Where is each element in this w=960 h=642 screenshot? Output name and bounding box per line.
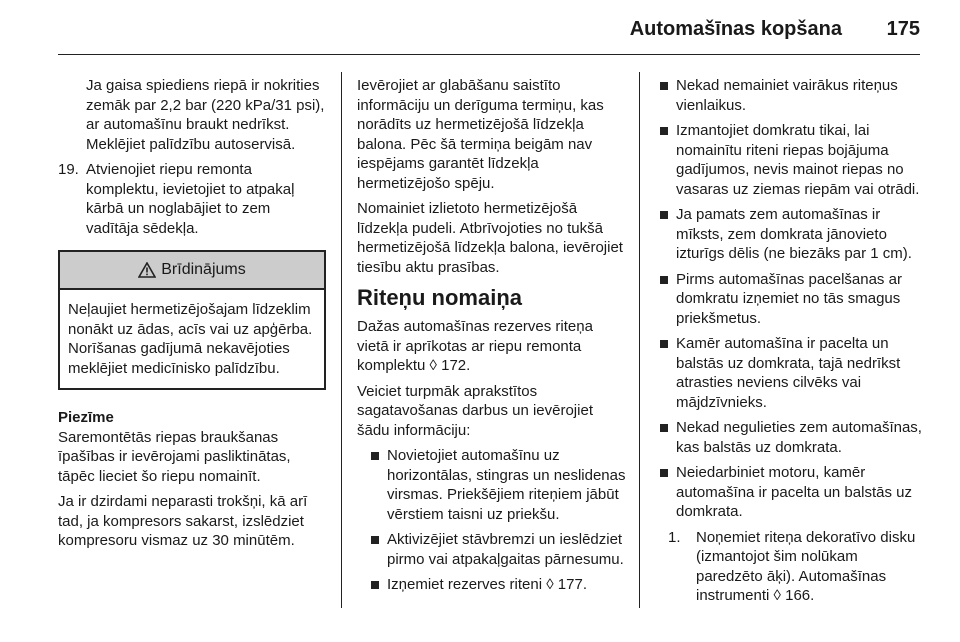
warning-triangle-icon: [138, 262, 156, 278]
paragraph: Ja gaisa spiediens riepā ir nokrities zemāk par 2,2 bar (220 kPa/31 psi), ar automašīnu braukt nedrīkst. Meklējiet palīdzību autoservisā.: [86, 77, 325, 153]
list-item-text: Izmantojiet domkratu tikai, lai nomainītu riteni riepas bojājuma gadījumos, nevis mainot riepas no vasaras uz ziemas riepām vai otrādi.: [676, 122, 920, 198]
column-3: [656, 76, 924, 612]
list-item-text: Pirms automašīnas pacelšanas ar domkratu izņemiet no tās smagus priekšmetus.: [676, 270, 902, 327]
bullet-square-icon: [656, 121, 676, 199]
bullet-square-icon: [367, 575, 387, 595]
paragraph: Ievērojiet ar glabāšanu saistīto informāciju un derīguma termiņu, kas norādīts uz hermetizējošā līdzekļa balona. Pēc šā termiņa beigām nav iespējams garantēt līdzekļa hermetizējošo spēju.: [357, 77, 604, 192]
section-title: Riteņu nomaiņa: [357, 285, 523, 310]
warning-text: Neļaujiet hermetizējošajam līdzeklim nonākt uz ādas, acīs vai uz apģērba. Norīšanas gadījumā nekavējoties meklējiet medicīnisko palīdzību.: [68, 301, 313, 377]
step-number: 1.: [668, 528, 681, 546]
list-item: [656, 121, 924, 199]
column-1: [58, 76, 326, 557]
bullet-square-icon: [656, 418, 676, 457]
column-divider: [341, 72, 342, 608]
list-item: [357, 530, 627, 569]
list-item: [656, 463, 924, 522]
column-2: [357, 76, 627, 601]
warning-title: Brīdinājums: [161, 261, 246, 279]
list-item: [656, 334, 924, 412]
bullet-square-icon: [656, 334, 676, 412]
paragraph: Dažas automašīnas rezerves riteņa vietā ir aprīkotas ar riepu remonta komplektu ◊ 172.: [357, 318, 593, 374]
list-item-text: Nekad nemainiet vairākus riteņus vienlaikus.: [676, 77, 898, 114]
note-title: Piezīme: [58, 409, 114, 426]
page-header: [0, 14, 960, 54]
list-item-text: Novietojiet automašīnu uz horizontālas, stingras un neslidenas virsmas. Priekšējiem riteņiem jābūt vērstiem taisni uz priekšu.: [387, 447, 626, 523]
page-number: 175: [886, 18, 920, 40]
list-item-text: Nekad negulieties zem automašīnas, kas balstās uz domkrata.: [676, 419, 922, 456]
warning-header: [60, 252, 324, 290]
list-item: [656, 76, 924, 115]
header-title: Automašīnas kopšana: [629, 18, 842, 40]
bullet-square-icon: [367, 530, 387, 569]
list-item: [357, 446, 627, 524]
note-paragraph: Ja ir dzirdami neparasti trokšņi, kā arī tad, ja kompresors sakarst, izslēdziet kompresoru vismaz uz 30 minūtēm.: [58, 493, 308, 549]
paragraph: Nomainiet izlietoto hermetizējošā līdzekļa pudeli. Atbrīvojoties no tukšā hermetizējošā līdzekļa balona, ievērojiet tiesību aktu prasības.: [357, 200, 623, 276]
bullet-square-icon: [656, 76, 676, 115]
list-item: [656, 418, 924, 457]
warning-box: [58, 250, 326, 390]
step-text: Atvienojiet riepu remonta komplektu, ievietojiet to atpakaļ kārbā un noglabājiet to zem vadītāja sēdekļa.: [86, 161, 295, 237]
bullet-square-icon: [656, 270, 676, 329]
list-item-text: Kamēr automašīna ir pacelta un balstās uz domkrata, tajā nedrīkst atrasties neviens cilvēks vai mājdzīvnieks.: [676, 335, 901, 411]
list-item: [656, 205, 924, 264]
bullet-square-icon: [656, 463, 676, 522]
note-paragraph: Saremontētās riepas braukšanas īpašības ir ievērojami pasliktinātas, tāpēc lieciet šo riepu nomainīt.: [58, 428, 291, 485]
list-item-text: Aktivizējiet stāvbremzi un ieslēdziet pirmo vai atpakaļgaitas pārnesumu.: [387, 531, 624, 568]
step-text: Noņemiet riteņa dekoratīvo disku (izmantojot šim nolūkam paredzēto āķi). Automašīnas instrumenti ◊ 166.: [696, 528, 916, 604]
bullet-square-icon: [367, 446, 387, 524]
list-item-text: Ja pamats zem automašīnas ir mīksts, zem domkrata jānovieto izturīgs dēlis (ne biezāks par 1 cm).: [676, 206, 912, 262]
list-item-text: Izņemiet rezerves riteni ◊ 177.: [387, 576, 587, 593]
numbered-step: [656, 528, 924, 606]
list-item: [357, 575, 627, 595]
column-divider: [639, 72, 640, 608]
bullet-square-icon: [656, 205, 676, 264]
paragraph: Veiciet turpmāk aprakstītos sagatavošanas darbus un ievērojiet šādu informāciju:: [357, 382, 593, 439]
list-item: [656, 270, 924, 329]
list-item-text: Neiedarbiniet motoru, kamēr automašīna ir pacelta un balstās uz domkrata.: [676, 464, 912, 520]
header-rule: [58, 54, 920, 55]
numbered-step: [58, 160, 326, 238]
step-number: 19.: [58, 161, 79, 178]
